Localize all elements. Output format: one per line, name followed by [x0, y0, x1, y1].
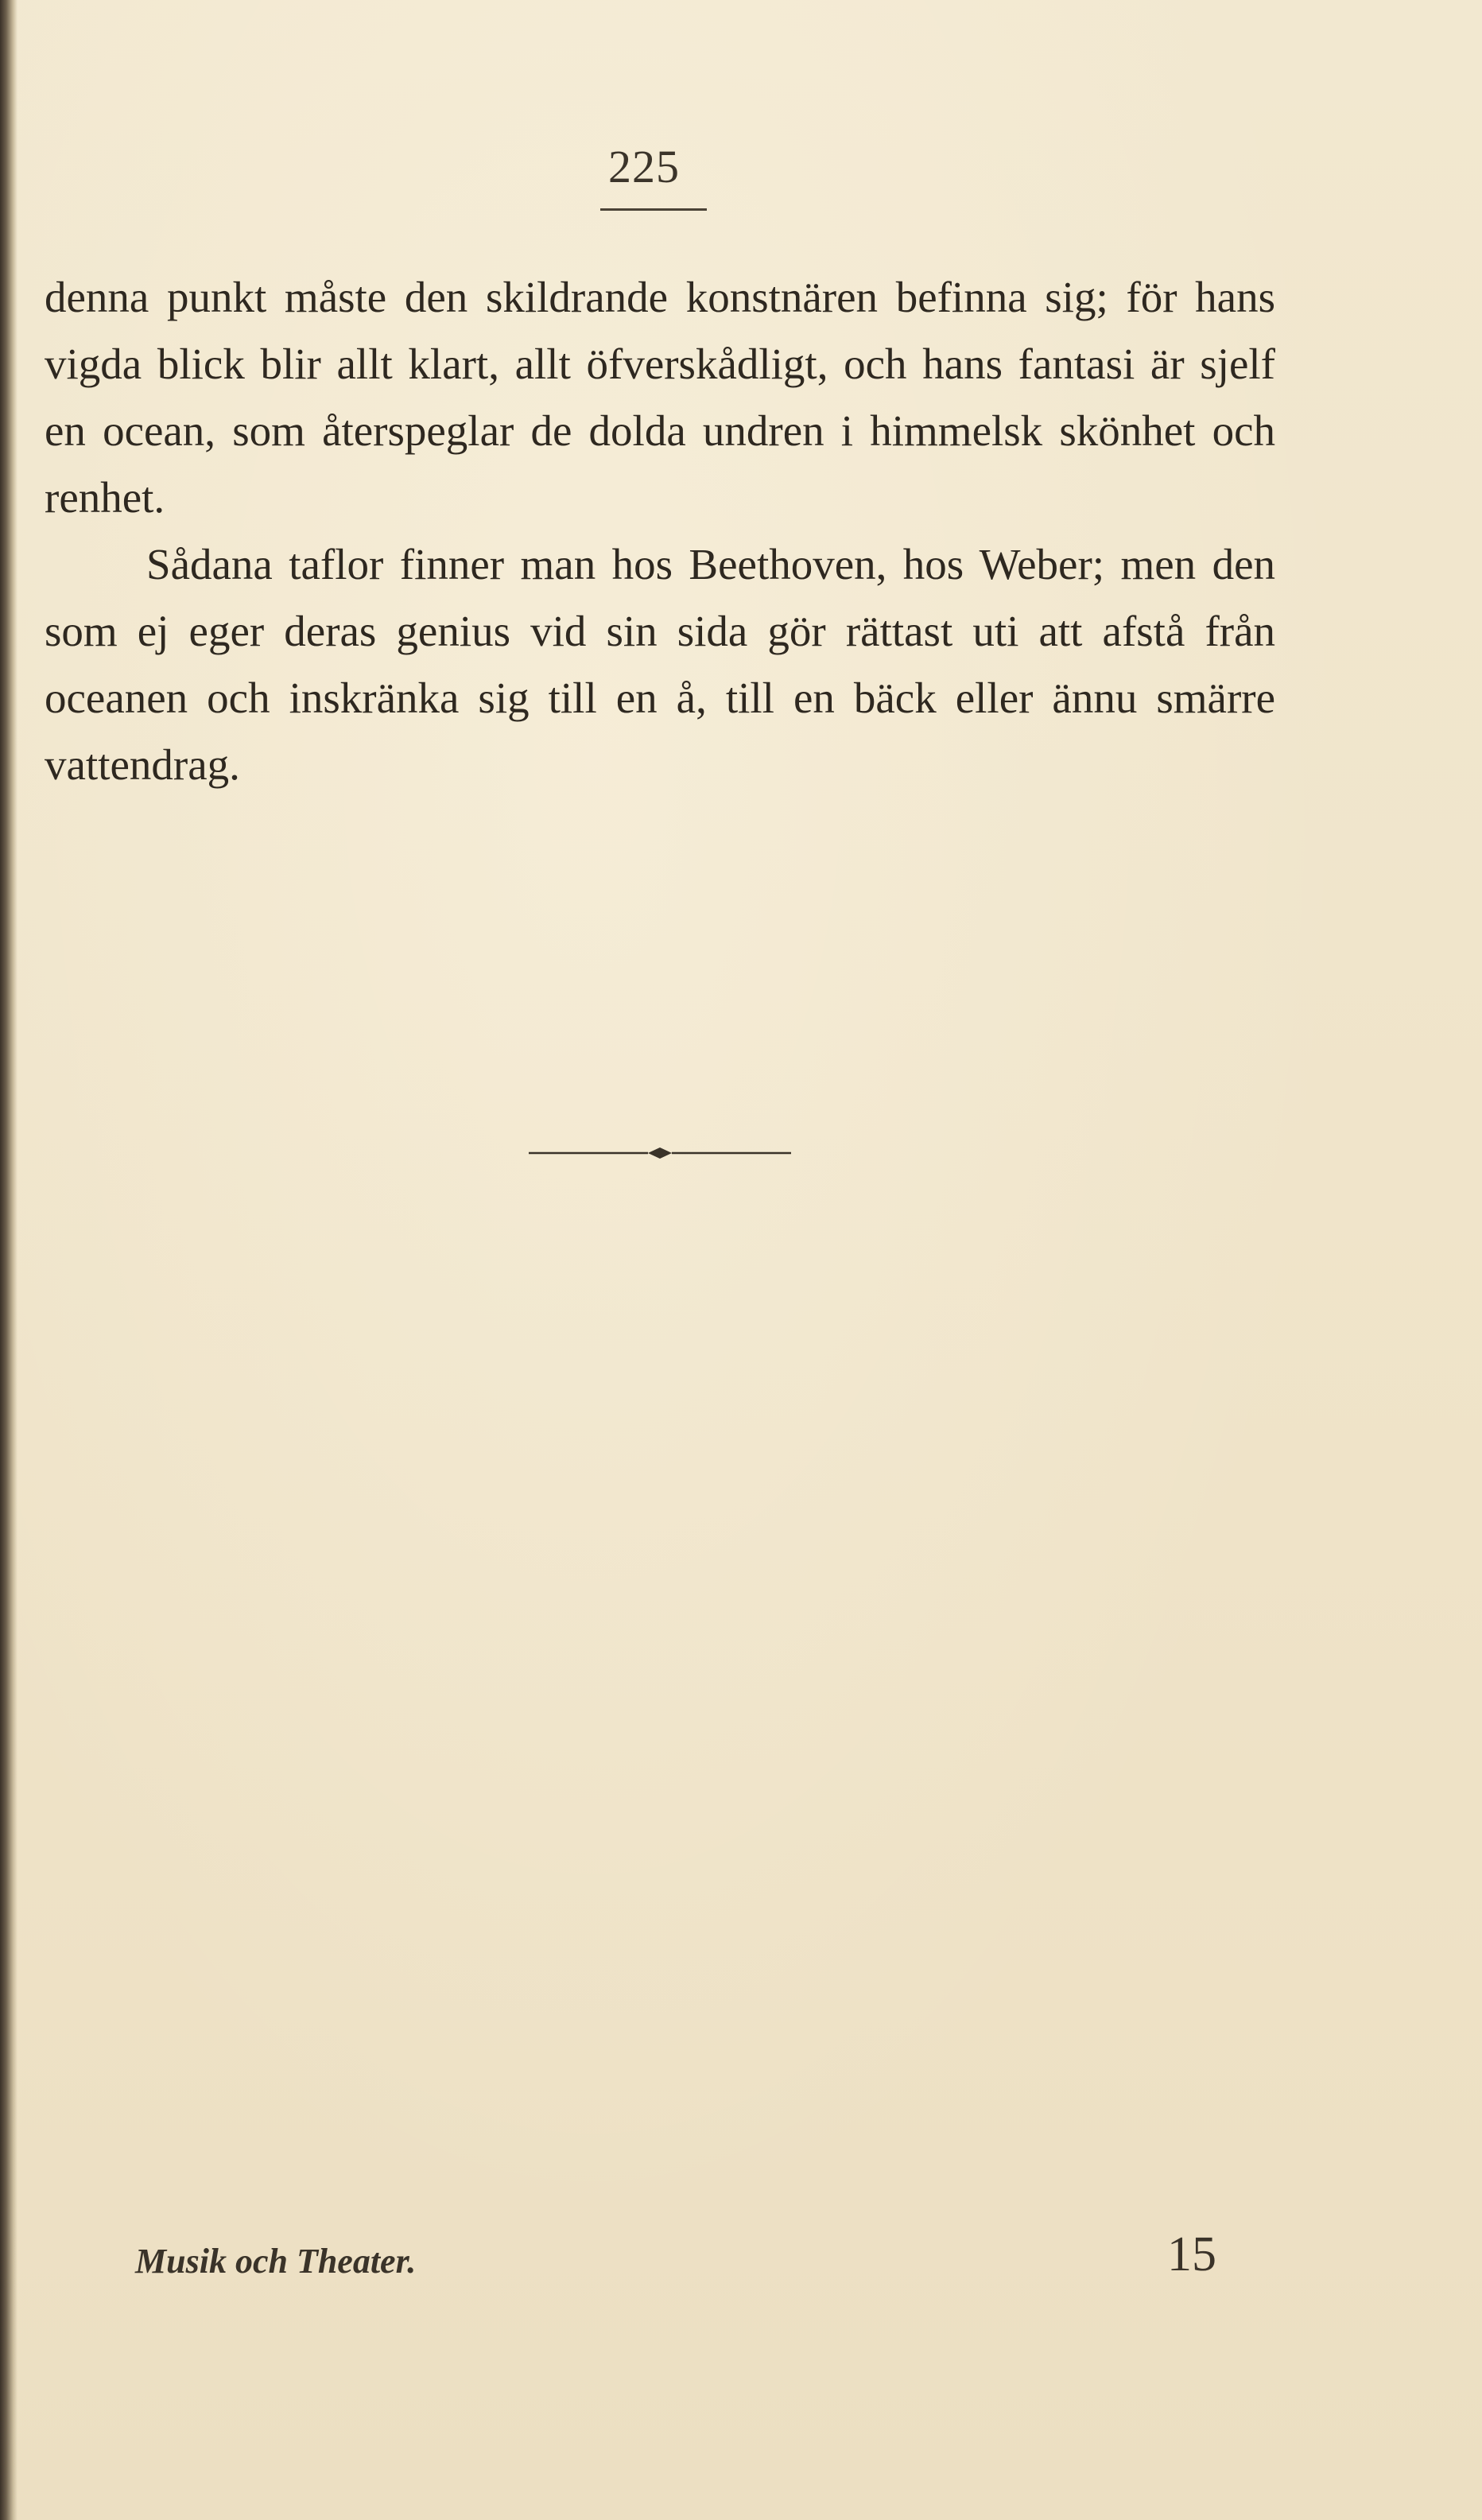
page-spine-edge: [0, 0, 17, 2520]
section-end-ornament: [529, 1145, 791, 1161]
page-number: 225: [608, 141, 680, 192]
footer-signature: Musik och Theater.: [135, 2242, 417, 2281]
footer-sheet-number: 15: [1167, 2227, 1216, 2281]
paragraph-2: Sådana taflor finner man hos Beethoven, hos Weber; men den som ej eger deras genius vid sin sida gör rättast uti att afstå från oceanen och inskränka sig till en å, till en bäck eller ännu smärre vattendrag.: [45, 540, 1275, 789]
page-number-rule: [600, 208, 707, 211]
paragraph-1: denna punkt måste den skildrande konstnären befinna sig; för hans vigda blick blir allt klart, allt öfverskådligt, och hans fantasi är sjelf en ocean, som återspeglar de dolda undren i himmelsk skönhet och renhet.: [45, 273, 1275, 522]
body-text: [45, 264, 1275, 798]
